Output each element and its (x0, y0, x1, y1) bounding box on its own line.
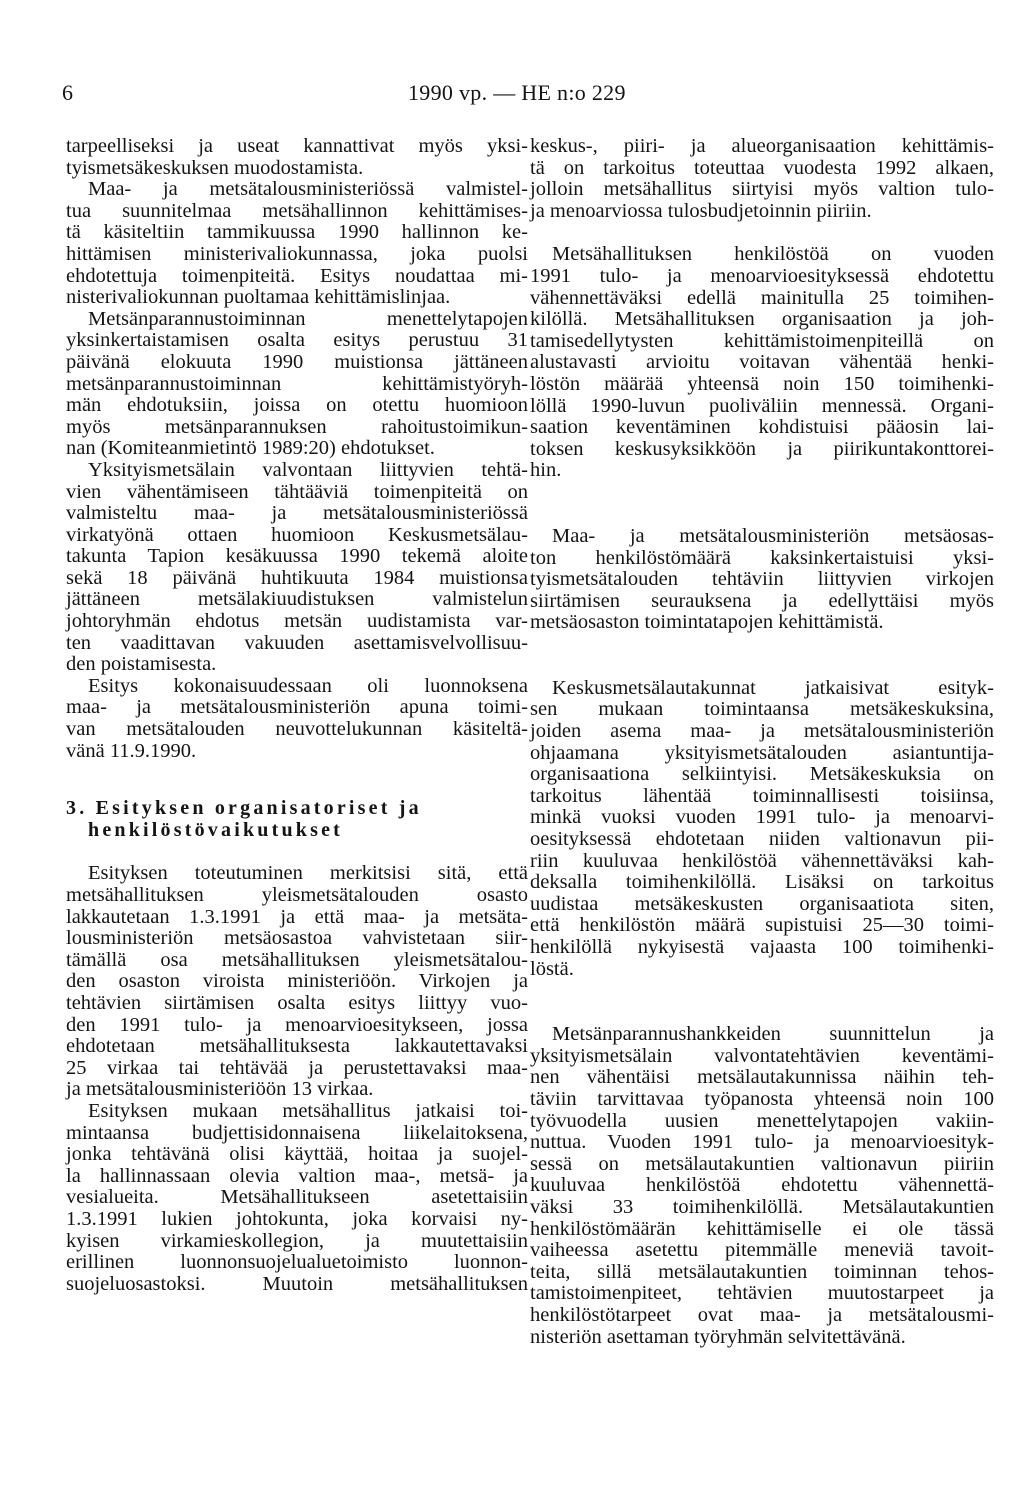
text-line: jonka tehtävänä olisi käyttää, hoitaa ja suojel- (66, 1143, 528, 1166)
paragraph (66, 676, 528, 762)
paragraph (66, 460, 528, 676)
text-line: deksalla toimihenkilöllä. Lisäksi on tarkoitus (530, 871, 994, 894)
text-line: joiden asema maa- ja metsätalousministeriön (530, 720, 994, 743)
text-line: takunta Tapion kesäkuussa 1990 tekemä aloite (66, 545, 528, 568)
text-line: tua suunnitelmaa metsähallinnon kehittämises- (66, 199, 528, 222)
text-line: ja metsätalousministeriöön 13 virkaa. (66, 1078, 374, 1101)
text-line: ehdotetaan metsähallituksesta lakkautettavaksi (66, 1035, 528, 1058)
text-line: työvuodella uusien menettelytapojen vakiin- (530, 1109, 994, 1132)
text-line: män ehdotuksiin, joissa on otettu huomioon (66, 394, 528, 417)
text-line: organisaationa selkiintyisi. Metsäkeskuksia on (530, 763, 994, 786)
text-line: nuttua. Vuoden 1991 tulo- ja menoarvioesityk- (530, 1131, 994, 1154)
text-line: erillinen luonnonsuojelualuetoimisto luonnon- (66, 1251, 528, 1274)
text-line: maa- ja metsätalousministeriön apuna toimi- (66, 696, 528, 719)
text-line: tarkoitus lähentää toiminnallisesti toisiinsa, (530, 784, 994, 807)
text-line: jolloin metsähallitus siirtyisi myös valtion tulo- (530, 178, 994, 201)
paragraph (530, 526, 994, 634)
text-line: ja menoarviossa tulosbudjetoinnin piiriin. (530, 199, 872, 222)
text-line: päivänä elokuuta 1990 muistionsa jättäneen (66, 350, 528, 373)
text-line: tarpeelliseksi ja useat kannattivat myös yksi- (66, 135, 528, 157)
text-line: tehtävien siirtämisen osalta esitys liittyy vuo- (66, 991, 528, 1014)
text-line: Metsänparannushankkeiden suunnittelun ja (552, 1023, 994, 1046)
text-line: ohjaamana yksityismetsätalouden asiantuntija- (530, 741, 994, 764)
text-line: ton henkilöstömäärä kaksinkertaistuisi yksi- (530, 546, 994, 569)
text-line: Maa- ja metsätalousministeriön metsäosas- (552, 524, 994, 547)
text-line: Metsänparannustoiminnan menettelytapojen (88, 307, 528, 330)
text-line: toksen keskusyksikköön ja piirikuntakonttorei- (530, 437, 994, 460)
text-line: metsäosaston toimintatapojen kehittämistä. (530, 611, 884, 634)
text-line: metsänparannustoiminnan kehittämistyöryh- (66, 372, 528, 395)
paragraph (66, 309, 528, 460)
spacer (66, 841, 528, 863)
left-column (66, 136, 528, 1295)
spacer (530, 656, 994, 678)
text-line: tamistoimenpiteet, tehtävien muutostarpeet ja (530, 1282, 994, 1305)
text-line: keskus-, piiri- ja alueorganisaation kehittämis- (530, 135, 994, 157)
text-line: uudistaa metsäkeskusten organisaatiota siten, (530, 892, 994, 915)
spacer (530, 634, 994, 656)
page-number: 6 (62, 80, 73, 105)
text-line: jättäneen metsälakiuudistuksen valmistelun (66, 588, 528, 611)
paragraph (66, 863, 528, 1101)
text-line: nen vähentäisi metsälautakunnissa näihin teh- (530, 1066, 994, 1089)
paragraph (66, 179, 528, 309)
text-line: virkatyönä ottaen huomioon Keskusmetsälau- (66, 523, 528, 546)
paragraph (66, 136, 528, 179)
text-line: nisterivaliokunnan puoltamaa kehittämislinjaa. (66, 286, 451, 309)
text-line: täviin tarvittavaa työpanosta yhteensä noin 100 (530, 1087, 994, 1110)
text-line: kyisen virkamieskollegion, ja muutettaisiin (66, 1229, 528, 1252)
text-line: vaiheessa asetettu pitemmälle meneviä tavoit- (530, 1239, 994, 1262)
text-line: sen mukaan toimintaansa metsäkeskuksina, (530, 698, 994, 721)
text-line: 25 virkaa tai tehtävää ja perustettavaksi maa- (66, 1056, 528, 1079)
text-line: tamisedellytysten kehittämistoimenpiteillä on (530, 329, 994, 352)
text-line: löstön määrää yhteensä noin 150 toimihenki- (530, 372, 994, 395)
text-line: suojeluosastoksi. Muutoin metsähallituksen (66, 1272, 528, 1295)
spacer (66, 762, 528, 784)
text-line: Maa- ja metsätalousministeriössä valmistel- (88, 178, 528, 201)
text-line: teita, sillä metsälautakuntien toiminnan tehos- (530, 1260, 994, 1283)
heading-line: henkilöstövaikutukset (88, 818, 344, 841)
spacer (530, 482, 994, 504)
paragraph (530, 244, 994, 482)
spacer (530, 980, 994, 1002)
text-line: la hallinnassaan olevia valtion maa-, metsä- ja (66, 1164, 528, 1187)
text-line: Esityksen toteutuminen merkitsisi sitä, että (88, 862, 528, 885)
text-line: Esitys kokonaisuudessaan oli luonnoksena (88, 674, 528, 697)
text-line: 1991 tulo- ja menoarvioesityksessä ehdotettu (530, 264, 994, 287)
text-line: henkilöstömäärän kehittämiselle ei ole tässä (530, 1217, 994, 1240)
text-line: vesialueita. Metsähallitukseen asetettaisiin (66, 1186, 528, 1209)
text-line: den 1991 tulo- ja menoarvioesitykseen, jossa (66, 1013, 528, 1036)
text-line: Metsähallituksen henkilöstöä on vuoden (552, 243, 994, 266)
text-line: minkä vuoksi vuoden 1991 tulo- ja menoarvi- (530, 806, 994, 829)
text-line: 1.3.1991 lukien johtokunta, joka korvaisi ny- (66, 1207, 528, 1230)
text-line: nan (Komiteanmietintö 1989:20) ehdotukset. (66, 437, 435, 460)
text-line: saation keventäminen kohdistuisi pääosin lai- (530, 416, 994, 439)
text-line: sekä 18 päivänä huhtikuuta 1984 muistionsa (66, 566, 528, 589)
section-heading (66, 798, 528, 841)
paragraph (530, 136, 994, 222)
text-line: löllä 1990-luvun puoliväliin mennessä. Organi- (530, 394, 994, 417)
text-line: löstä. (530, 957, 574, 980)
text-line: den osaston viroista ministeriöön. Virkojen ja (66, 970, 528, 993)
text-line: metsähallituksen yleismetsätalouden osasto (66, 884, 528, 906)
right-column (530, 136, 994, 1348)
text-line: riin kuuluvaa henkilöstöä vähennettäväksi kah- (530, 849, 994, 872)
text-line: tä on tarkoitus toteuttaa vuodesta 1992 alkaen, (530, 156, 994, 179)
text-line: lakkautetaan 1.3.1991 ja että maa- ja metsäta- (66, 905, 528, 928)
text-line: kilöllä. Metsähallituksen organisaation ja joh- (530, 308, 994, 331)
text-line: sessä on metsälautakuntien valtionavun piiriin (530, 1152, 994, 1175)
text-line: henkilöllä nykyisestä vajaasta 100 toimihenki- (530, 936, 994, 958)
running-header: 1990 vp. — HE n:o 229 (408, 80, 626, 105)
text-line: lousministeriön metsäosastoa vahvistetaan siir- (66, 927, 528, 950)
text-line: Yksityismetsälain valvontaan liittyvien tehtä- (88, 458, 528, 481)
text-line: ten vaadittavan vakuuden asettamisvelvollisuu- (66, 631, 528, 654)
text-line: nisteriön asettaman työryhmän selvitettävänä. (530, 1325, 906, 1348)
text-line: oesityksessä ehdotetaan niiden valtionavun pii- (530, 828, 994, 851)
text-line: väksi 33 toimihenkilöllä. Metsälautakuntien (530, 1195, 994, 1218)
text-line: henkilöstötarpeet ovat maa- ja metsätalousmi- (530, 1303, 994, 1326)
paragraph (530, 678, 994, 980)
text-line: kuuluvaa henkilöstöä ehdotettu vähennettä- (530, 1174, 994, 1197)
text-line: ehdotettuja toimenpiteitä. Esitys noudattaa mi- (66, 264, 528, 287)
text-line: alustavasti arvioitu voitavan vähentää henki- (530, 351, 994, 374)
text-line: myös metsänparannuksen rahoitustoimikun- (66, 415, 528, 438)
spacer (530, 222, 994, 244)
paragraph (530, 1024, 994, 1348)
text-line: mintaansa budjettisidonnaisena liikelaitoksena, (66, 1121, 528, 1144)
paragraph (66, 1101, 528, 1295)
heading-line: 3. Esityksen organisatoriset ja (66, 797, 422, 820)
text-line: hin. (530, 459, 562, 482)
text-line: hittämisen ministerivaliokunnassa, joka puolsi (66, 242, 528, 265)
text-line: van metsätalouden neuvottelukunnan käsiteltä- (66, 718, 528, 741)
text-line: Esityksen mukaan metsähallitus jatkaisi toi- (88, 1099, 528, 1122)
text-line: tyismetsäkeskuksen muodostamista. (66, 156, 364, 179)
text-line: yksinkertaistamisen osalta esitys perustuu 31 (66, 329, 528, 352)
text-line: den poistamisesta. (66, 653, 217, 676)
text-line: yksityismetsälain valvontatehtävien keventämi- (530, 1044, 994, 1067)
text-line: siirtämisen seurauksena ja edellyttäisi myös (530, 589, 994, 612)
text-line: vänä 11.9.1990. (66, 739, 197, 762)
text-line: johtoryhmän ehdotus metsän uudistamista var- (66, 610, 528, 633)
spacer (530, 1002, 994, 1024)
text-line: tyismetsätalouden tehtäviin liittyvien virkojen (530, 568, 994, 591)
text-line: tä käsiteltiin tammikuussa 1990 hallinnon ke- (66, 221, 528, 244)
text-line: vähennettäväksi edellä mainitulla 25 toimihen- (530, 286, 994, 309)
text-line: vien vähentämiseen tähtääviä toimenpiteitä on (66, 480, 528, 503)
spacer (66, 784, 528, 798)
text-line: Keskusmetsälautakunnat jatkaisivat esityk- (552, 676, 994, 699)
spacer (530, 504, 994, 526)
text-line: valmisteltu maa- ja metsätalousministeriössä (66, 502, 528, 525)
text-line: tämällä osa metsähallituksen yleismetsätalou- (66, 948, 528, 971)
text-line: että henkilöstön määrä supistuisi 25—30 toimi- (530, 914, 994, 937)
